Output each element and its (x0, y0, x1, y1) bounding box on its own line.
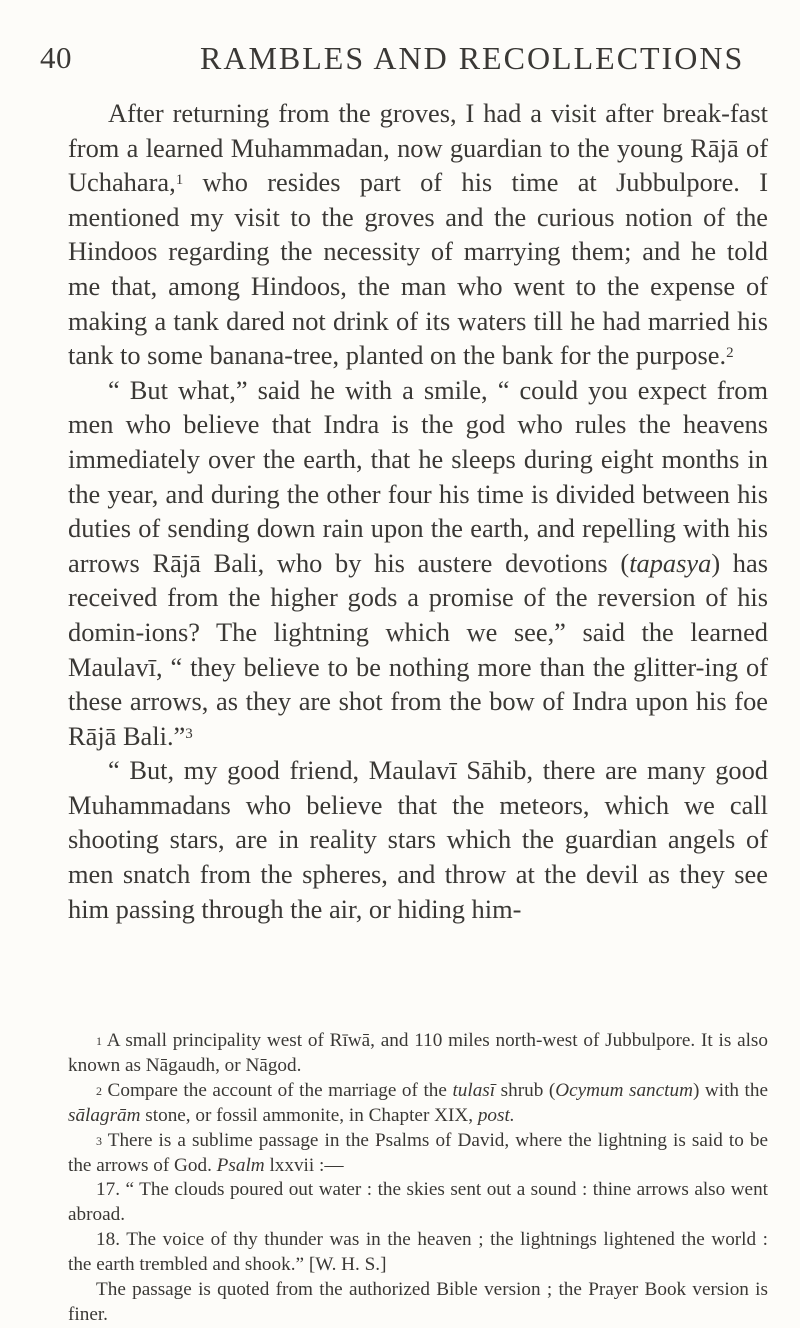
footnote-2-text-a: Compare the account of the marriage of the (102, 1079, 453, 1101)
paragraph-2-text-b: ) has received from the higher gods a promise of the reversion of his domin-ions? The lightning which we see,” said the learned Maulavī, “ they believe to be nothing more than the glitter-ing of these arrows, as they are shot from the bow of Indra upon his foe Rājā Bali.” (68, 547, 768, 751)
paragraph-1-text-b: who resides part of his time at Jubbulpore. I mentioned my visit to the groves and the curious notion of the Hindoos regarding the necessity of marrying them; and he told me that, among Hindoos, the man who went to the expense of making a tank dared not drink of its waters till he had married his tank to some banana-tree, planted on the bank for the purpose. (68, 167, 768, 371)
psalm-verse-18: 18. The voice of thy thunder was in the heaven ; the lightnings lightened the world : the earth trembled and shook.” [W. H. S.] (68, 1229, 768, 1276)
paragraph-3: “ But, my good friend, Maulavī Sāhib, there are many good Muhammadans who believe that the meteors, which we call shooting stars, are in reality stars which the guardian angels of men snatch from the spheres, and throw at the devil as they see him passing through the air, or hiding him- (68, 755, 768, 924)
paragraph-2-text-a: “ But what,” said he with a smile, “ could you expect from men who believe that Indra is the god who rules the heavens immediately over the earth, that he sleeps during eight months in the year, and during the other four his time is divided between his duties of sending down rain upon the earth, and repelling with his arrows Rājā Bali, who by his austere devotions ( (68, 374, 768, 578)
footnote-3-number: 3 (96, 1133, 102, 1148)
footnote-2 (68, 1079, 768, 1129)
paragraph-2 (68, 373, 768, 754)
footnote-2-text-c: ) with the (692, 1079, 768, 1101)
footnote-3 (68, 1129, 768, 1179)
psalm-term: Psalm (216, 1154, 265, 1176)
page-number: 40 (40, 40, 72, 75)
footnote-3-text-a: There is a sublime passage in the Psalms of David, where the lightning is said to be the arrows of God. (68, 1129, 768, 1176)
psalm-verse-17: 17. “ The clouds poured out water : the skies sent out a sound : thine arrows also went abroad. (68, 1179, 768, 1226)
main-text (68, 96, 768, 926)
footnote-3-text-b: lxxvii :— (264, 1154, 344, 1176)
footnote-2-text-d: stone, or fossil ammonite, in Chapter XIX, (140, 1104, 478, 1126)
footnote-ref-3[interactable]: 3 (185, 725, 193, 742)
footnote-ref-1[interactable]: 1 (175, 172, 184, 189)
footnote-1-text: A small principality west of Rīwā, and 110 miles north-west of Jubbulpore. It is also known as Nāgaudh, or Nāgod. (68, 1030, 768, 1076)
footnote-2-number: 2 (96, 1083, 102, 1098)
paragraph-1-text-a: After returning from the groves, I had a visit after break-fast from a learned Muhammadan, now guardian to the young Rājā of Uchahara, (68, 98, 768, 198)
footnote-1 (68, 1029, 768, 1079)
ocymum-term: Ocymum sanctum (555, 1079, 693, 1101)
footnote-1-number: 1 (96, 1034, 102, 1048)
page-header (40, 40, 760, 84)
footnote-2-text-b: shrub ( (495, 1079, 556, 1101)
footnote-ref-2[interactable]: 2 (726, 345, 734, 362)
tapasya-term: tapasya (629, 547, 712, 578)
footnote-3-note: The passage is quoted from the authorized Bible version ; the Prayer Book version is finer. (68, 1279, 768, 1325)
footnotes (68, 1029, 768, 1328)
post-term: post. (477, 1104, 515, 1126)
running-head: RAMBLES AND RECOLLECTIONS (200, 40, 745, 76)
paragraph-1 (68, 96, 768, 373)
salagram-term: sālagrām (68, 1104, 141, 1126)
tulasi-term: tulasī (452, 1079, 496, 1101)
